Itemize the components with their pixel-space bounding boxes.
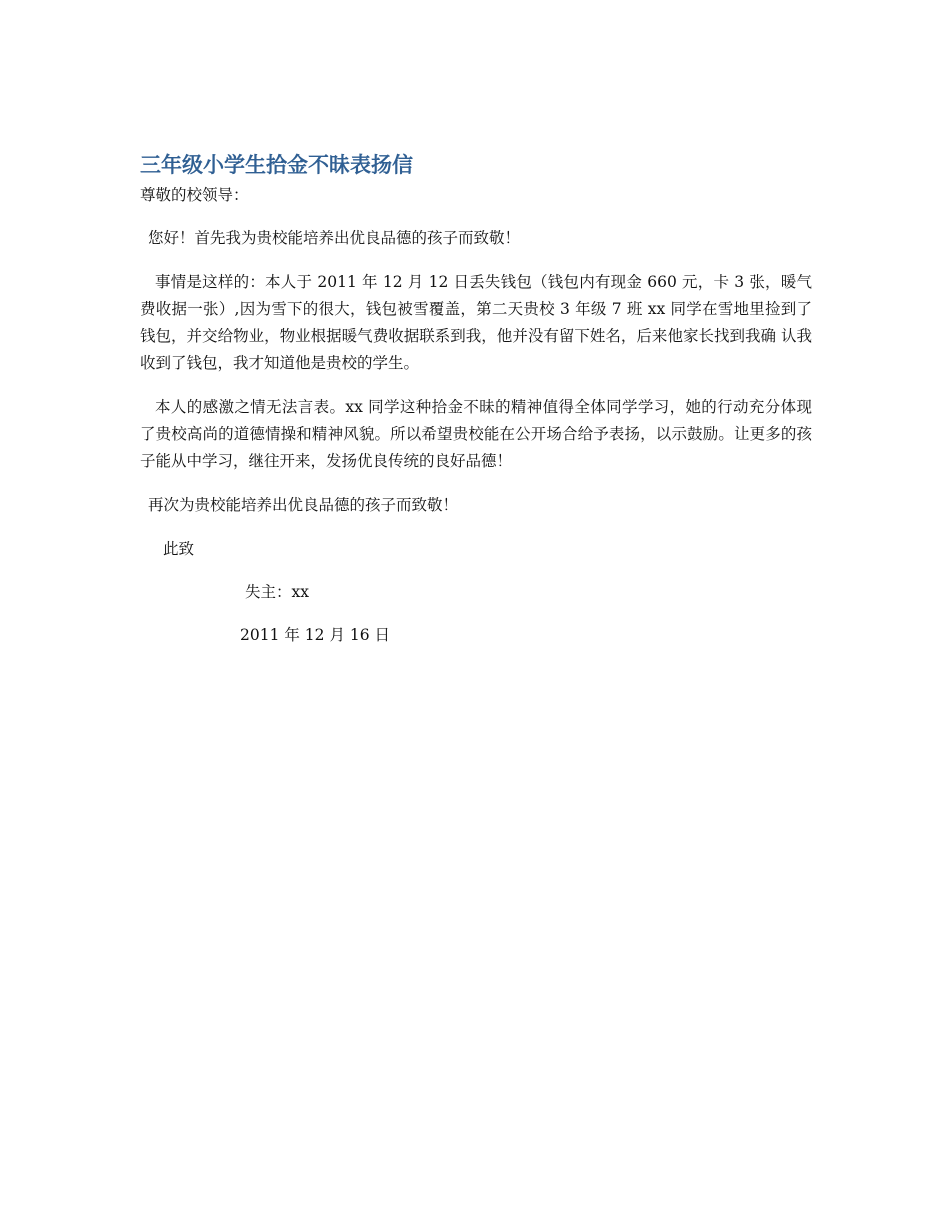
closing-text: 此致	[163, 540, 195, 558]
greeting-paragraph: 您好！首先我为贵校能培养出优良品德的孩子而致敬！	[148, 229, 521, 247]
letter-date: 2011 年 12 月 16 日	[240, 626, 391, 644]
signature: 失主：xx	[245, 583, 309, 601]
again-paragraph: 再次为贵校能培养出优良品德的孩子而致敬！	[148, 496, 459, 514]
story-paragraph: 事情是这样的：本人于 2011 年 12 月 12 日丢失钱包（钱包内有现金 660 元，卡 3 张，暖气费收据一张）,因为雪下的很大，钱包被雪覆盖，第二天贵校 3 年级 7 班 xx 同学在雪地里捡到了钱包，并交给物业，物业根据暖气费收据联系到我，他并没有留下姓名，后来他家长找到我确 认我收到了钱包，我才知道他是贵校的学生。	[140, 273, 812, 372]
thanks-paragraph: 本人的感激之情无法言表。xx 同学这种拾金不昧的精神值得全体同学学习，她的行动充分体现了贵校高尚的道德情操和精神风貌。所以希望贵校能在公开场合给予表扬，以示鼓励。让更多的孩子能从中学习，继往开来，发扬优良传统的良好品德！	[140, 398, 812, 470]
salutation: 尊敬的校领导：	[140, 186, 249, 204]
letter-body	[140, 150, 812, 649]
letter-title: 三年级小学生拾金不昧表扬信	[140, 153, 413, 177]
